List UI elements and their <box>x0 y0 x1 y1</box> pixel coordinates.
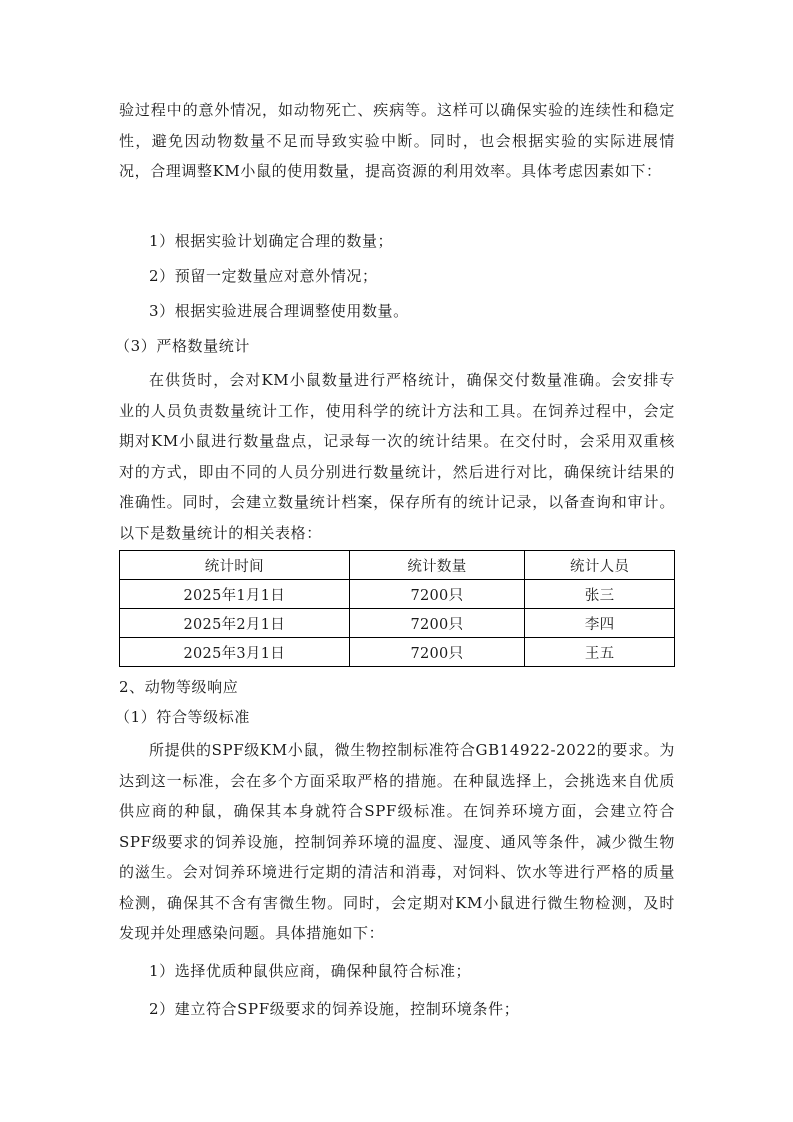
cell-staff: 张三 <box>525 580 675 609</box>
paragraph-standard-body: 所提供的SPF级KM小鼠，微生物控制标准符合GB14922-2022的要求。为达到这一标准，会在多个方面采取严格的措施。在种鼠选择上，会挑选来自优质供应商的种鼠，确保其本身就符合SPF级标准。在饲养环境方面，会建立符合SPF级要求的饲养设施，控制饲养环境的温度、湿度、通风等条件，减少微生物的滋生。会对饲养环境进行定期的清洁和消毒，对饲料、饮水等进行严格的质量检测，确保其不含有害微生物。同时，会定期对KM小鼠进行微生物检测，及时发现并处理感染问题。具体措施如下： <box>119 741 675 942</box>
cell-time: 2025年2月1日 <box>120 609 350 638</box>
cell-staff: 王五 <box>525 638 675 667</box>
factor-item-2: 2）预留一定数量应对意外情况； <box>149 267 378 285</box>
table-row <box>120 609 675 638</box>
column-header-time: 统计时间 <box>120 551 350 580</box>
table-row <box>120 638 675 667</box>
heading-strict-counting: （3）严格数量统计 <box>115 337 250 355</box>
heading-meets-standard: （1）符合等级标准 <box>115 708 250 726</box>
paragraph-intro-continuation: 验过程中的意外情况，如动物死亡、疾病等。这样可以确保实验的连续性和稳定性，避免因动物数量不足而导致实验中断。同时，也会根据实验的实际进展情况，合理调整KM小鼠的使用数量，提高资源的利用效率。具体考虑因素如下： <box>119 101 675 180</box>
factor-item-3: 3）根据实验进展合理调整使用数量。 <box>149 302 409 320</box>
measure-item-2: 2）建立符合SPF级要求的饲养设施，控制环境条件； <box>149 1000 520 1018</box>
stats-table <box>119 550 675 667</box>
cell-staff: 李四 <box>525 609 675 638</box>
table-header-row <box>120 551 675 580</box>
cell-time: 2025年3月1日 <box>120 638 350 667</box>
cell-count: 7200只 <box>349 638 525 667</box>
factor-item-1: 1）根据实验计划确定合理的数量； <box>149 232 394 250</box>
paragraph-counting-body: 在供货时，会对KM小鼠数量进行严格统计，确保交付数量准确。会安排专业的人员负责数量统计工作，使用科学的统计方法和工具。在饲养过程中，会定期对KM小鼠进行数量盘点，记录每一次的统计结果。在交付时，会采用双重核对的方式，即由不同的人员分别进行数量统计，然后进行对比，确保统计结果的准确性。同时，会建立数量统计档案，保存所有的统计记录，以备查询和审计。以下是数量统计的相关表格： <box>119 371 675 542</box>
cell-count: 7200只 <box>349 580 525 609</box>
cell-time: 2025年1月1日 <box>120 580 350 609</box>
heading-animal-grade: 2、动物等级响应 <box>119 678 239 696</box>
table-row <box>120 580 675 609</box>
cell-count: 7200只 <box>349 609 525 638</box>
column-header-count: 统计数量 <box>349 551 525 580</box>
column-header-staff: 统计人员 <box>525 551 675 580</box>
measure-item-1: 1）选择优质种鼠供应商，确保种鼠符合标准； <box>149 962 472 980</box>
